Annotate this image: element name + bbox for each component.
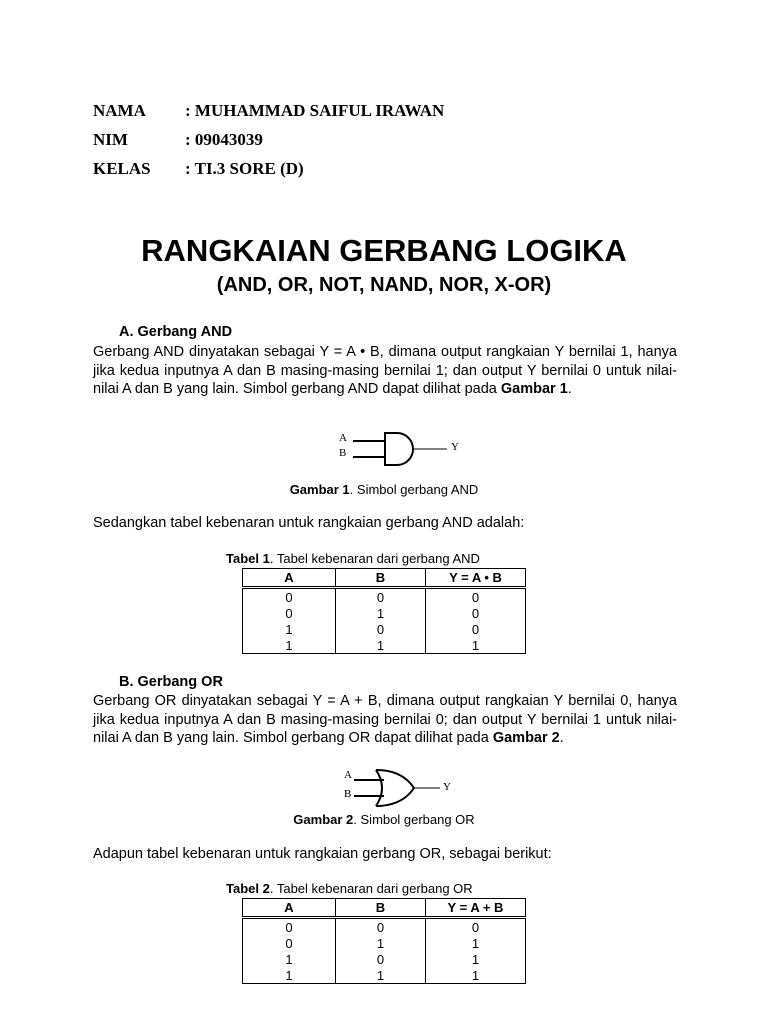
or-truth-table [242, 898, 526, 984]
section-a-paragraph [93, 343, 677, 399]
figure-1-label: Gambar 1 [289, 482, 350, 497]
table-cell: 1 [426, 935, 526, 951]
table-cell: 1 [336, 935, 426, 951]
table-cell: 1 [243, 637, 336, 654]
and-gate-input-b: B [339, 447, 347, 459]
table-row [243, 935, 526, 951]
table-cell: 0 [336, 588, 426, 606]
section-b-figure-ref: Gambar 2 [492, 730, 560, 746]
table-cell: 1 [243, 967, 336, 984]
section-a-text: Gerbang AND dinyatakan sebagai Y = A • B, dimana output rangkaian Y bernilai 1, hanya jika kedua inputnya A dan B masing-masing bernilai 1; dan output Y bernilai 0 untuk nilai-nilai A dan B yang lain. Simbol gerbang AND dapat dilihat pada [93, 344, 677, 397]
and-gate-output-y: Y [451, 441, 459, 453]
table-row [243, 588, 526, 606]
table-cell: 0 [426, 588, 526, 606]
and-truth-table [242, 568, 526, 654]
table-row [243, 637, 526, 654]
figure-1-text: . Simbol gerbang AND [349, 482, 479, 497]
nim-label: NIM [93, 130, 128, 149]
or-gate-figure [340, 767, 460, 809]
document-subtitle: (AND, OR, NOT, NAND, NOR, X-OR) [216, 274, 552, 296]
or-gate-input-a: A [344, 769, 352, 781]
figure-2-caption [0, 812, 768, 827]
table-cell: 0 [336, 621, 426, 637]
table-cell: 1 [426, 967, 526, 984]
table-cell: 0 [336, 918, 426, 936]
table-header-a: A [243, 569, 336, 588]
name-value: : MUHAMMAD SAIFUL IRAWAN [185, 101, 445, 120]
figure-2-label: Gambar 2 [293, 812, 354, 827]
table-row [243, 951, 526, 967]
table-row [243, 967, 526, 984]
table-header-b: B [336, 569, 426, 588]
table-cell: 1 [426, 637, 526, 654]
table-2-text: . Tabel kebenaran dari gerbang OR [269, 881, 473, 896]
and-table-intro: Sedangkan tabel kebenaran untuk rangkaian gerbang AND adalah: [93, 515, 525, 531]
table-header-a: A [243, 899, 336, 918]
table-cell: 1 [336, 967, 426, 984]
or-table-intro: Adapun tabel kebenaran untuk rangkaian gerbang OR, sebagai berikut: [93, 846, 552, 862]
table-header-y: Y = A • B [426, 569, 526, 588]
name-label: NAMA [93, 101, 146, 120]
table-1-text: . Tabel kebenaran dari gerbang AND [269, 551, 480, 566]
and-gate-input-a: A [339, 432, 347, 444]
table-cell: 1 [243, 621, 336, 637]
section-b-text: Gerbang OR dinyatakan sebagai Y = A + B, dimana output rangkaian Y bernilai 0, hanya jika kedua inputnya A dan B masing-masing bernilai 0; dan output Y bernilai 1 untuk nilai-nilai A dan B yang lain. Simbol gerbang OR dapat dilihat pada [93, 693, 677, 746]
or-gate-symbol [340, 767, 460, 809]
table-1-label: Tabel 1 [226, 551, 270, 566]
table-cell: 0 [426, 605, 526, 621]
section-a-heading: A. Gerbang AND [119, 324, 233, 340]
table-1-caption [226, 551, 480, 566]
table-row [243, 621, 526, 637]
kelas-value: : TI.3 SORE (D) [185, 159, 304, 178]
section-b-heading: B. Gerbang OR [119, 674, 223, 690]
table-cell: 0 [243, 605, 336, 621]
table-header-b: B [336, 899, 426, 918]
section-a-figure-ref: Gambar 1 [500, 381, 568, 397]
table-header-y: Y = A + B [426, 899, 526, 918]
table-cell: 0 [336, 951, 426, 967]
section-b-period: . [559, 730, 564, 746]
table-cell: 1 [336, 605, 426, 621]
nim-value: : 09043039 [185, 130, 263, 149]
document-title: RANGKAIAN GERBANG LOGIKA [141, 233, 627, 268]
table-cell: 1 [336, 637, 426, 654]
kelas-label: KELAS [93, 159, 151, 178]
and-gate-symbol [335, 430, 465, 468]
table-row [243, 918, 526, 936]
table-cell: 0 [243, 918, 336, 936]
table-cell: 0 [243, 588, 336, 606]
table-row [243, 605, 526, 621]
section-b-paragraph [93, 692, 677, 748]
table-2-label: Tabel 2 [226, 881, 270, 896]
table-2-caption [226, 881, 473, 896]
table-cell: 1 [426, 951, 526, 967]
and-gate-figure [335, 430, 465, 468]
table-cell: 0 [426, 621, 526, 637]
table-cell: 0 [426, 918, 526, 936]
table-cell: 0 [243, 935, 336, 951]
or-gate-input-b: B [344, 788, 352, 800]
section-a-period: . [567, 381, 572, 397]
table-cell: 1 [243, 951, 336, 967]
or-gate-output-y: Y [443, 781, 451, 793]
figure-2-text: . Simbol gerbang OR [353, 812, 475, 827]
figure-1-caption [0, 482, 768, 497]
